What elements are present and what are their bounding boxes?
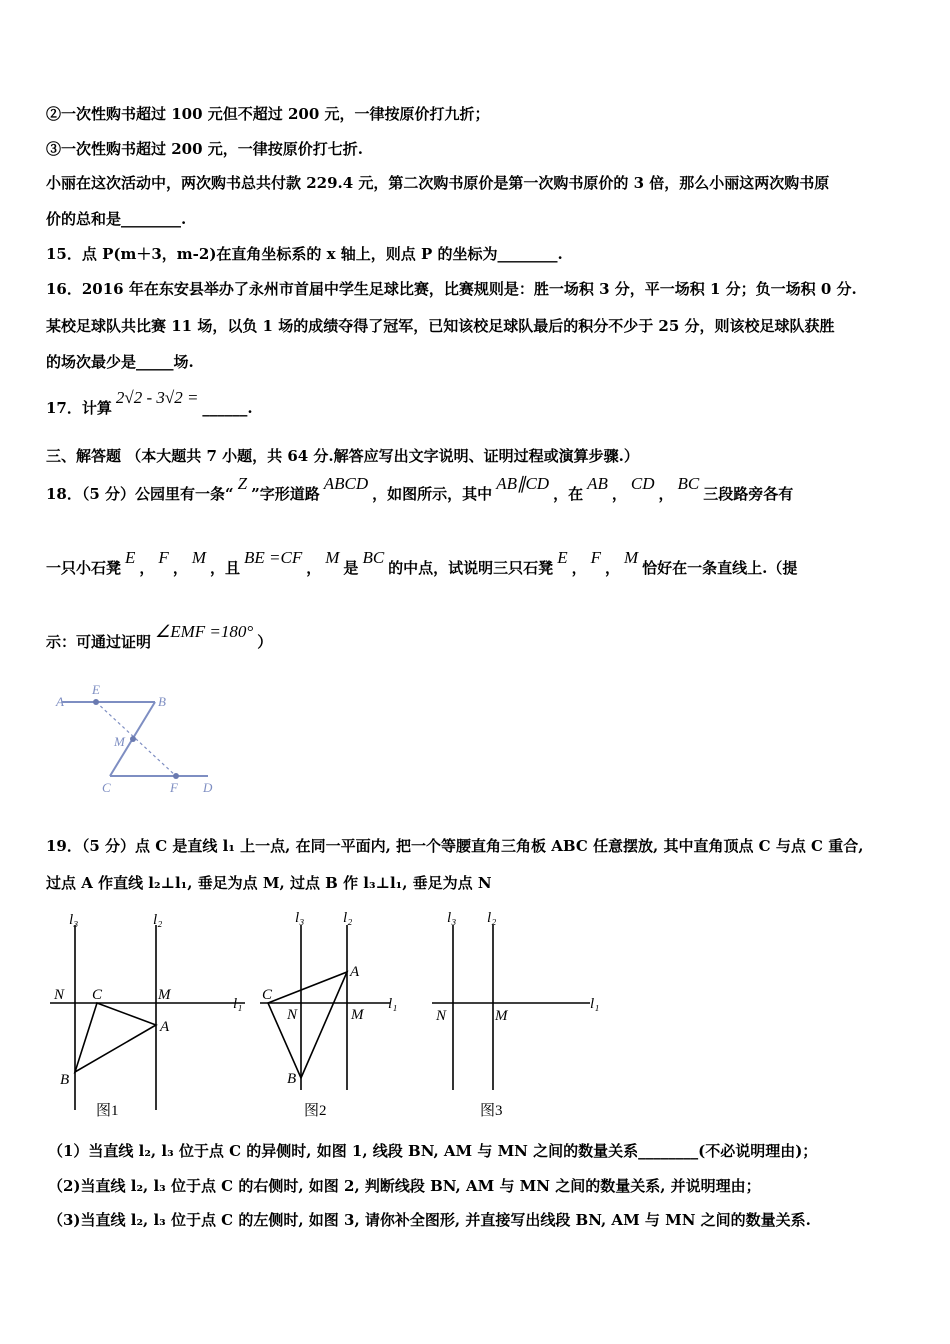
p18-comma: ， [658, 485, 674, 503]
p18-text: 是 [343, 559, 359, 577]
p18-math-be-eq-cf: BE =CF [244, 548, 303, 567]
problem-18-line2 [46, 548, 798, 578]
p18-math-m: M [325, 548, 340, 567]
p18-comma: ， [604, 559, 620, 577]
problem-17 [46, 388, 253, 418]
rule-2: ②一次性购书超过 100 元但不超过 200 元，一律按原价打九折； [46, 105, 490, 123]
label-a: A [56, 694, 64, 709]
p18-comma: ， [139, 559, 155, 577]
problem-19-q3: （3)当直线 l₂, l₃ 位于点 C 的左侧时, 如图 3, 请你补全图形, 并直接写出线段 BN, AM 与 MN 之间的数量关系. [48, 1211, 811, 1229]
fig2-label-a: A [350, 964, 360, 980]
fig1-label-a: A [160, 1019, 170, 1035]
fig2-label-b: B [287, 1071, 297, 1087]
fig2-label-l1: l₁ [388, 996, 398, 1012]
p18-text: ，在 [553, 485, 584, 503]
p18-text: ，如图所示，其中 [372, 485, 493, 503]
fig3-label-m: M [495, 1008, 508, 1024]
problem-14-question-line2: 价的总和是________. [46, 210, 187, 228]
fig2-label-l2: l₂ [343, 910, 353, 926]
problem-19-q2: （2)当直线 l₂, l₃ 位于点 C 的右侧时, 如图 2, 判断线段 BN, AM 与 MN 之间的数量关系, 并说明理由； [48, 1177, 761, 1195]
problem-17-expression: 2√2 - 3√2 = [115, 388, 199, 407]
fig1-label-l2: l₂ [153, 912, 163, 928]
fig1-label-n: N [54, 987, 65, 1003]
fig3-label-n: N [436, 1008, 447, 1024]
fig2-caption: 图2 [304, 1103, 327, 1119]
problem-19-line1: 19．（5 分）点 C 是直线 l₁ 上一点, 在同一平面内, 把一个等腰直角三角板 ABC 任意摆放, 其中直角顶点 C 与点 C 重合, [46, 837, 864, 855]
problem-16-line1: 16．2016 年在东安县举办了永州市首届中学生足球比赛，比赛规则是：胜一场积 3 分，平一场积 1 分；负一场积 0 分. [46, 280, 857, 298]
p18-math-bc: BC [362, 548, 385, 567]
problem-18-line1 [46, 474, 794, 504]
problem-17-blank: ______. [202, 399, 253, 417]
fig2-label-c: C [262, 987, 273, 1003]
problem-19-figures [40, 900, 620, 1125]
p18-comma: ， [306, 559, 322, 577]
fig3-label-l3: l₃ [447, 910, 457, 926]
fig1-label-l3: l₃ [69, 912, 79, 928]
fig2-label-l3: l₃ [295, 910, 305, 926]
label-f: F [170, 780, 178, 795]
fig2-label-n: N [287, 1007, 298, 1023]
fig1-label-m: M [158, 987, 171, 1003]
p18-math-m: M [624, 548, 639, 567]
p18-text: 一只小石凳 [46, 559, 122, 577]
p18-text: 恰好在一条直线上.（提 [642, 559, 798, 577]
label-e: E [92, 682, 100, 697]
fig2-triangle [268, 972, 347, 1078]
p18-math-z: Z [237, 474, 248, 493]
p18-text: 三段路旁各有 [703, 485, 794, 503]
p18-math-ab: AB [587, 474, 608, 493]
fig1-label-b: B [60, 1072, 70, 1088]
p18-comma: ， [172, 559, 188, 577]
point-e [93, 699, 99, 705]
fig3-label-l1: l₁ [590, 996, 600, 1012]
p18-math-cd: CD [630, 474, 655, 493]
point-m [130, 736, 136, 742]
section-3-heading: 三、解答题 （本大题共 7 小题，共 64 分.解答应写出文字说明、证明过程或演算步骤.） [46, 447, 639, 465]
p18-text: 示：可通过证明 [46, 633, 152, 651]
fig1-label-c: C [92, 987, 103, 1003]
p18-text: 的中点，试说明三只石凳 [388, 559, 554, 577]
p18-math-angle: ∠EMF =180° [155, 622, 254, 641]
p18-text: ） [257, 633, 273, 651]
problem-16-line3: 的场次最少是_____场. [46, 353, 194, 371]
problem-19-q1: （1）当直线 l₂, l₃ 位于点 C 的异侧时, 如图 1, 线段 BN, AM 与 MN 之间的数量关系________(不必说明理由)； [48, 1142, 818, 1160]
p18-math-parallel: AB∥CD [496, 474, 550, 493]
label-c: C [102, 780, 111, 795]
problem-17-prefix: 17．计算 [46, 399, 112, 417]
problem-15: 15．点 P(m＋3，m-2)在直角坐标系的 x 轴上，则点 P 的坐标为________. [46, 245, 563, 263]
p18-comma: ， [571, 559, 587, 577]
p18-math-f: F [590, 548, 601, 567]
rule-3: ③一次性购书超过 200 元，一律按原价打七折. [46, 140, 363, 158]
z-road-figure [50, 680, 225, 800]
fig3-caption: 图3 [480, 1103, 503, 1119]
problem-19-line2: 过点 A 作直线 l₂⊥l₁, 垂足为点 M, 过点 B 作 l₃⊥l₁, 垂足为点 N [46, 874, 492, 892]
p18-comma: ， [611, 485, 627, 503]
label-m: M [114, 734, 125, 749]
fig2-label-m: M [351, 1007, 364, 1023]
p18-text: 18．（5 分）公园里有一条“ [46, 485, 234, 503]
problem-18-line3 [46, 622, 273, 652]
p18-text: ”字形道路 [251, 485, 320, 503]
p18-math-m: M [191, 548, 206, 567]
p18-math-e: E [125, 548, 136, 567]
problem-14-question-line1: 小丽在这次活动中，两次购书总共付款 229.4 元，第二次购书原价是第一次购书原价的 3 倍，那么小丽这两次购书原 [46, 174, 830, 192]
fig1-label-l1: l₁ [233, 996, 243, 1012]
label-d: D [203, 780, 213, 795]
fig1-caption: 图1 [96, 1103, 119, 1119]
label-b: B [158, 694, 166, 709]
fig3-label-l2: l₂ [487, 910, 497, 926]
p18-math-abcd: ABCD [323, 474, 369, 493]
p18-text: ，且 [210, 559, 241, 577]
p18-math-f: F [158, 548, 169, 567]
p18-math-bc: BC [677, 474, 700, 493]
fig1-triangle [75, 1003, 156, 1072]
point-f [173, 773, 179, 779]
p18-math-e: E [557, 548, 568, 567]
problem-16-line2: 某校足球队共比赛 11 场，以负 1 场的成绩夺得了冠军，已知该校足球队最后的积分不少于 25 分，则该校足球队获胜 [46, 317, 835, 335]
